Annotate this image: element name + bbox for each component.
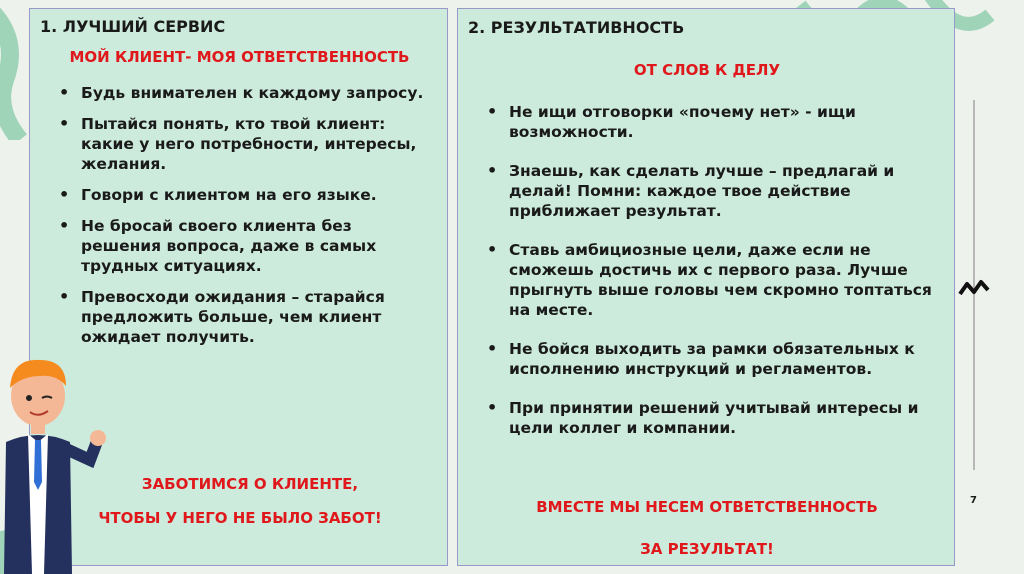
effectiveness-footer-line2: ЗА РЕЗУЛЬТАТ!	[640, 540, 774, 558]
best-service-footer-line1: ЗАБОТИМСЯ О КЛИЕНТЕ,	[141, 475, 359, 493]
businessman-illustration	[0, 352, 110, 574]
effectiveness-heading: 2. РЕЗУЛЬТАТИВНОСТЬ	[468, 18, 685, 37]
list-item: • Не бойся выходить за рамки обязательных к исполнению инструкций и регламентов.	[483, 339, 943, 379]
best-service-heading: 1. ЛУЧШИЙ СЕРВИС	[40, 17, 226, 36]
effectiveness-slogan: ОТ СЛОВ К ДЕЛУ	[633, 61, 781, 79]
list-item: • Ставь амбициозные цели, даже если не сможешь достичь их с первого раза. Лучше прыгнуть выше головы чем скромно топтаться на месте.	[483, 240, 943, 320]
effectiveness-panel	[457, 8, 955, 566]
best-service-slogan: МОЙ КЛИЕНТ- МОЯ ОТВЕТСТВЕННОСТЬ	[69, 48, 410, 66]
list-item: • Превосходи ожидания – старайся предложить больше, чем клиент ожидает получить.	[55, 287, 435, 347]
zigzag-icon	[958, 276, 990, 298]
effectiveness-footer-line1: ВМЕСТЕ МЫ НЕСЕМ ОТВЕТСТВЕННОСТЬ	[536, 498, 878, 516]
list-item: • Будь внимателен к каждому запросу.	[55, 83, 435, 103]
list-item: • Не бросай своего клиента без решения вопроса, даже в самых трудных ситуациях.	[55, 216, 435, 276]
list-item: • При принятии решений учитывай интересы и цели коллег и компании.	[483, 398, 943, 438]
list-item: • Говори с клиентом на его языке.	[55, 185, 435, 205]
best-service-list	[55, 83, 435, 358]
best-service-footer-line2: ЧТОБЫ У НЕГО НЕ БЫЛО ЗАБОТ!	[98, 509, 382, 527]
page-number: 7	[970, 495, 977, 506]
list-item: • Знаешь, как сделать лучше – предлагай и делай! Помни: каждое твое действие приближает результат.	[483, 161, 943, 221]
list-item: • Пытайся понять, кто твой клиент: какие у него потребности, интересы, желания.	[55, 114, 435, 174]
effectiveness-list	[483, 102, 943, 457]
list-item: • Не ищи отговорки «почему нет» - ищи возможности.	[483, 102, 943, 142]
